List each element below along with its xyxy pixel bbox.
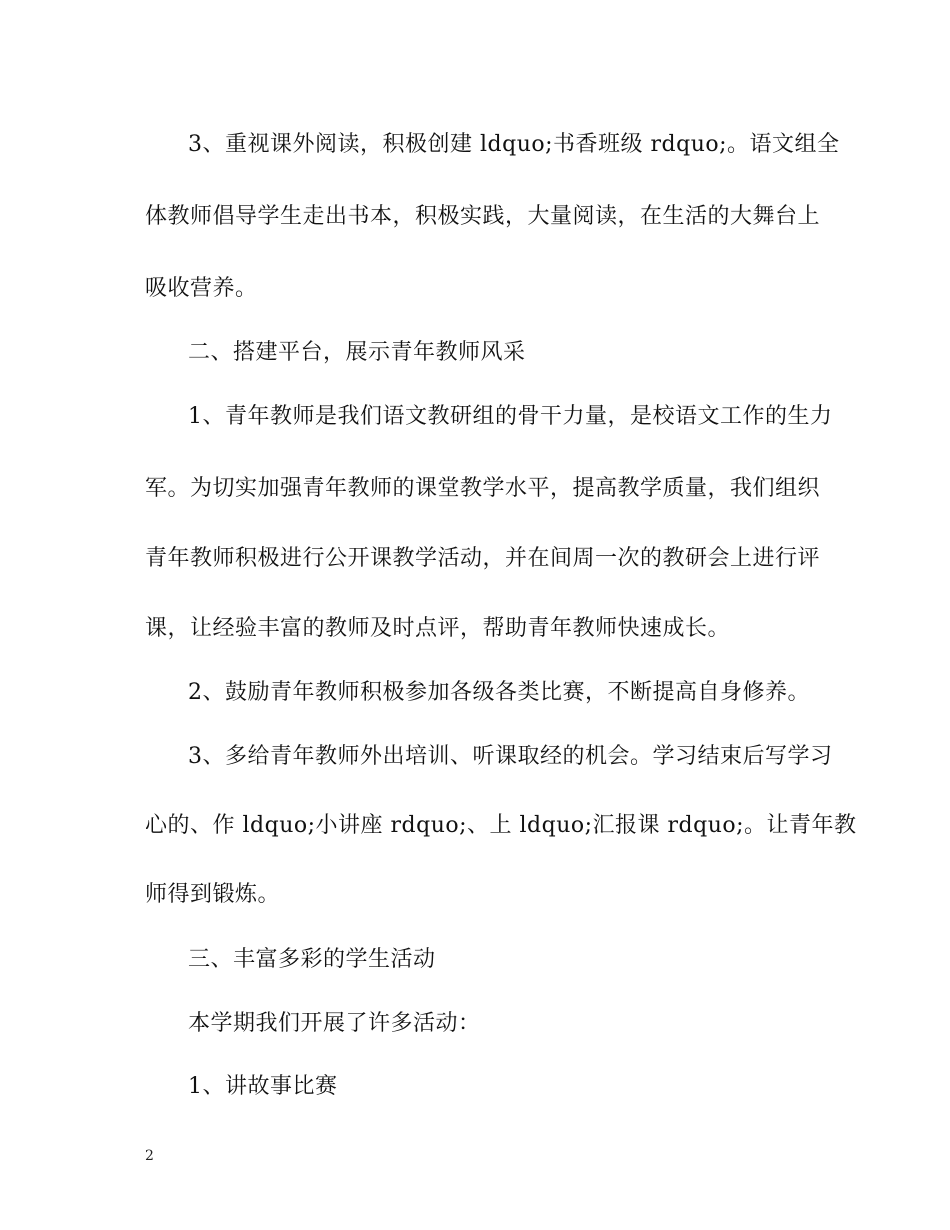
text-line: 3、多给青年教师外出培训、听课取经的机会。学习结束后写学习: [188, 744, 833, 769]
text-line: 师得到锻炼。: [145, 882, 281, 907]
section-heading: 三、丰富多彩的学生活动: [188, 947, 436, 972]
text-line: 心的、作 ldquo;小讲座 rdquo;、上 ldquo;汇报课 rdquo;。让青年教: [145, 813, 857, 838]
page-number: 2: [145, 1148, 154, 1164]
text-line: 1、讲故事比赛: [188, 1074, 338, 1099]
text-line: 体教师倡导学生走出书本，积极实践，大量阅读，在生活的大舞台上: [145, 204, 821, 229]
text-line: 本学期我们开展了许多活动：: [188, 1011, 481, 1036]
text-line: 3、重视课外阅读，积极创建 ldquo;书香班级 rdquo;。语文组全: [188, 132, 840, 157]
text-line: 吸收营养。: [145, 276, 258, 301]
section-heading: 二、搭建平台，展示青年教师风采: [188, 340, 526, 365]
text-line: 青年教师积极进行公开课教学活动，并在间周一次的教研会上进行评: [145, 546, 821, 571]
text-line: 2、鼓励青年教师积极参加各级各类比赛，不断提高自身修养。: [188, 680, 810, 705]
text-line: 课，让经验丰富的教师及时点评，帮助青年教师快速成长。: [145, 616, 731, 641]
text-line: 军。为切实加强青年教师的课堂教学水平，提高教学质量，我们组织: [145, 476, 821, 501]
text-line: 1、青年教师是我们语文教研组的骨干力量，是校语文工作的生力: [188, 404, 833, 429]
